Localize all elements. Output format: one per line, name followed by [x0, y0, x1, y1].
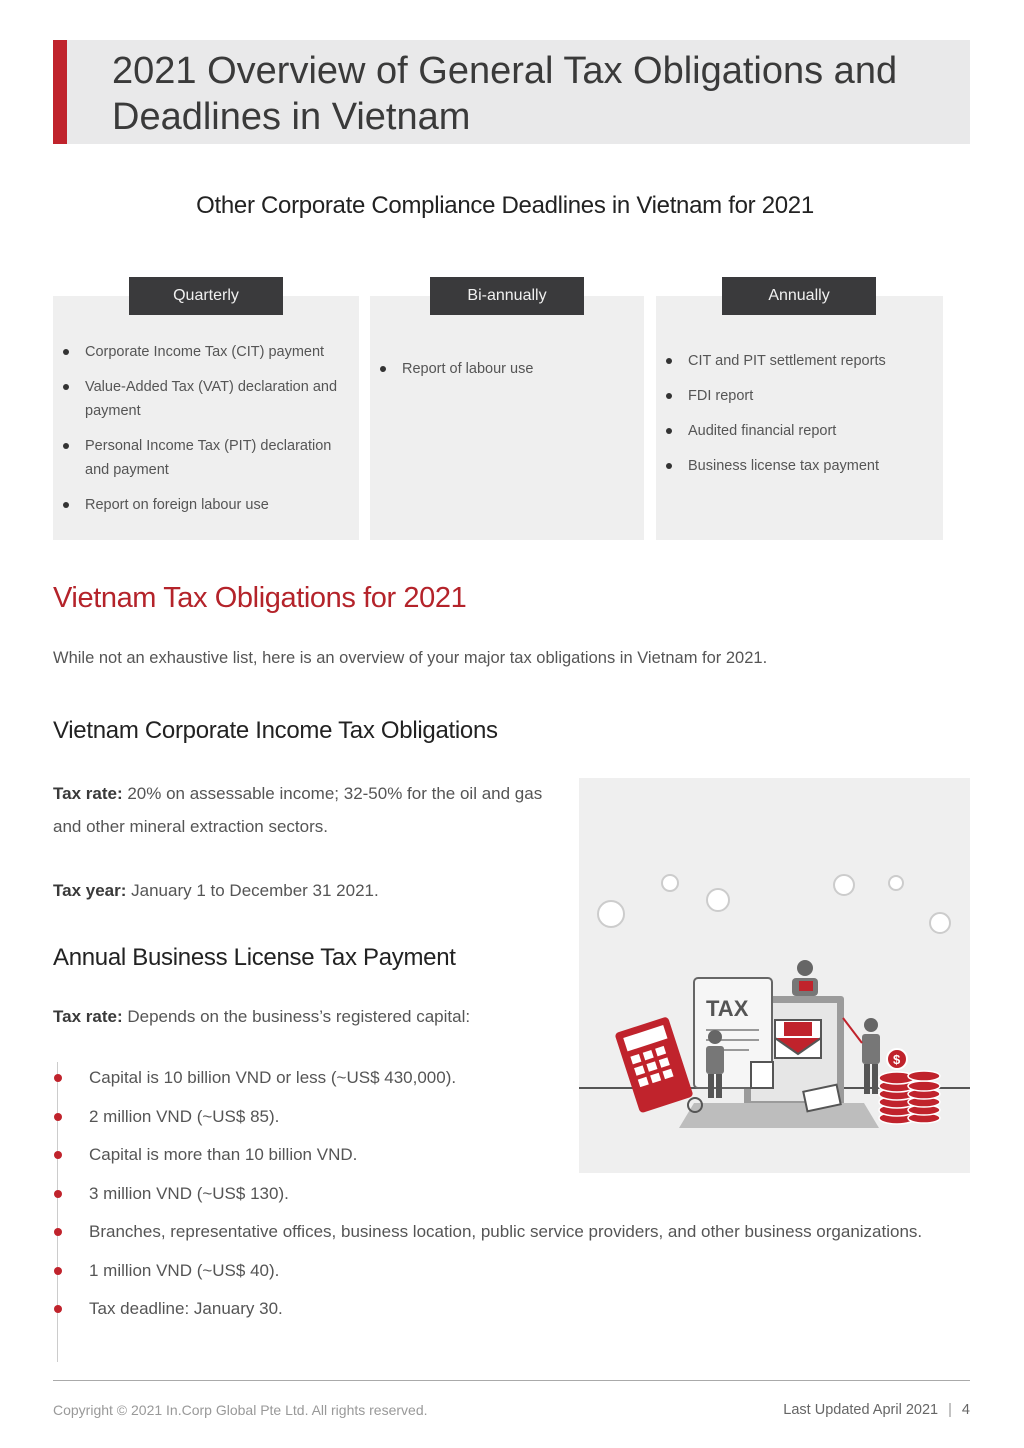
cit-tax-year: [53, 874, 558, 907]
tax-label: TAX: [706, 996, 749, 1021]
list-item: FDI report: [656, 384, 931, 408]
list-item: CIT and PIT settlement reports: [656, 349, 931, 373]
compliance-section-title: Other Corporate Compliance Deadlines in Vietnam for 2021: [196, 192, 814, 219]
obligations-intro: While not an exhaustive list, here is an overview of your major tax obligations in Vietnam for 2021.: [53, 649, 768, 667]
page-title: 2021 Overview of General Tax Obligations and Deadlines in Vietnam: [112, 50, 898, 138]
coin-icon: [930, 913, 950, 933]
biannual-panel: [370, 296, 644, 540]
cit-year-label: Tax year:: [53, 881, 127, 900]
page-number: 4: [961, 1402, 970, 1418]
header-accent-bar: [53, 40, 67, 144]
coin-icon: [707, 889, 729, 911]
tab-annually: Annually: [722, 277, 876, 315]
list-item: Value-Added Tax (VAT) declaration and payment: [53, 375, 347, 423]
last-updated: Last Updated April 2021: [783, 1402, 939, 1418]
coin-icon: [889, 876, 903, 890]
list-item: Capital is more than 10 billion VND.: [53, 1139, 509, 1171]
biannual-list: [370, 357, 644, 381]
license-rate-text: Depends on the business’s registered capital:: [122, 1007, 471, 1026]
list-item: 2 million VND (~US$ 85).: [53, 1101, 509, 1133]
annual-panel: [656, 296, 943, 540]
cit-rate-text: 20% on assessable income; 32-50% for the oil and gas and other mineral extraction sectors.: [53, 784, 543, 836]
list-item: Report on foreign labour use: [53, 493, 347, 517]
license-tax-list: [53, 1062, 970, 1332]
coin-icon: [834, 875, 854, 895]
annual-list: [656, 349, 943, 478]
license-heading: Annual Business License Tax Payment: [53, 944, 456, 971]
tab-bi-annually: Bi-annually: [430, 277, 584, 315]
cit-heading: Vietnam Corporate Income Tax Obligations: [53, 717, 498, 744]
coin-icon: [598, 901, 624, 927]
footer-divider: [53, 1380, 970, 1381]
footer-separator: |: [948, 1402, 952, 1418]
coin-icon: [662, 875, 678, 891]
list-item: Branches, representative offices, business location, public service providers, and other business organizations.: [53, 1216, 970, 1248]
quarterly-list: [53, 340, 359, 517]
list-item: Tax deadline: January 30.: [53, 1293, 970, 1325]
list-item: 3 million VND (~US$ 130).: [53, 1178, 970, 1210]
quarterly-panel: [53, 296, 359, 540]
list-item: Capital is 10 billion VND or less (~US$ 430,000).: [53, 1062, 509, 1094]
cit-rate-label: Tax rate:: [53, 784, 123, 803]
list-item: 1 million VND (~US$ 40).: [53, 1255, 970, 1287]
list-item: Report of labour use: [370, 357, 632, 381]
dollar-sign: $: [893, 1052, 901, 1067]
footer-page-info: [600, 1402, 970, 1418]
license-tax-rate: [53, 1000, 558, 1033]
cit-year-text: January 1 to December 31 2021.: [126, 881, 379, 900]
cit-tax-rate: [53, 777, 558, 843]
list-item: Corporate Income Tax (CIT) payment: [53, 340, 347, 364]
tab-quarterly: Quarterly: [129, 277, 283, 315]
license-rate-label: Tax rate:: [53, 1007, 123, 1026]
list-item: Personal Income Tax (PIT) declaration and payment: [53, 434, 347, 482]
list-item: Business license tax payment: [656, 454, 931, 478]
obligations-heading: Vietnam Tax Obligations for 2021: [53, 582, 467, 614]
footer-copyright: Copyright © 2021 In.Corp Global Pte Ltd. All rights reserved.: [53, 1402, 428, 1418]
list-item: Audited financial report: [656, 419, 931, 443]
